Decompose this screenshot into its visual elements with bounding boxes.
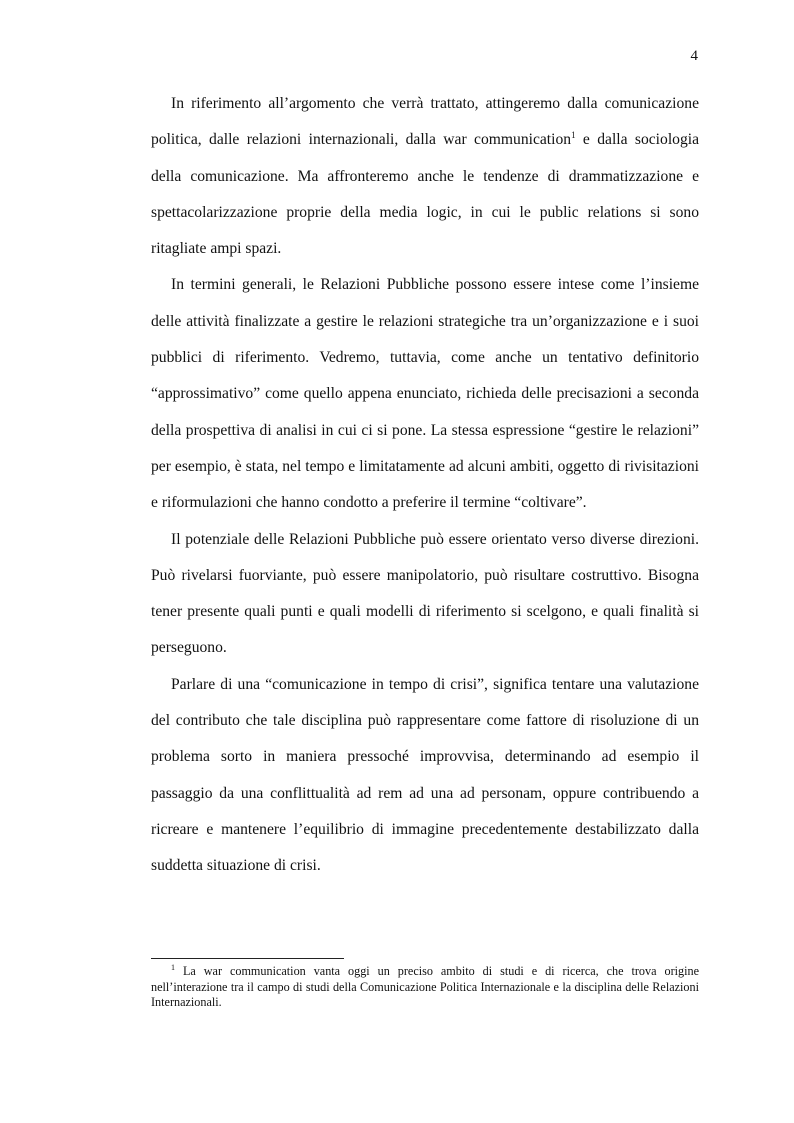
footnote-reference: 1 (571, 130, 576, 141)
paragraph-1-text-before-ref: In riferimento all’argomento che verrà trattato, attingeremo dalla comunicazione politica, dalle relazioni internazionali, dalla war communication (151, 95, 699, 149)
paragraph-1-text-after-ref: e dalla sociologia della comunicazione. Ma affronteremo anche le tendenze di drammatizzazione e spettacolarizzazione proprie della media logic, in cui le public relations si sono ritagliate ampi spazi. (151, 131, 699, 258)
paragraph-4: Parlare di una “comunicazione in tempo di crisi”, significa tentare una valutazione del contributo che tale disciplina può rappresentare come fattore di risoluzione di un problema sorto in maniera pressoché improvvisa, determinando ad esempio il passaggio da una conflittualità ad rem ad una ad personam, oppure contribuendo a ricreare e mantenere l’equilibrio di immagine precedentemente destabilizzato dalla suddetta situazione di crisi. (151, 675, 699, 875)
footnote-separator (151, 958, 344, 959)
footnote-marker: 1 (171, 962, 175, 972)
paragraph-1 (151, 86, 699, 267)
footnote-1 (151, 964, 699, 1011)
footnote-text: La war communication vanta oggi un preciso ambito di studi e di ricerca, che trova origine nell’interazione tra il campo di studi della Comunicazione Politica Internazionale e la disciplina delle Relazioni Internazionali. (151, 964, 699, 1010)
body-text (151, 86, 699, 885)
page-number: 4 (690, 48, 698, 64)
paragraph-3: Il potenziale delle Relazioni Pubbliche può essere orientato verso diverse direzioni. Può rivelarsi fuorviante, può essere manipolatorio, può risultare costruttivo. Bisogna tener presente quali punti e quali modelli di riferimento si scelgono, e quali finalità si perseguono. (151, 530, 699, 657)
footnote (151, 964, 699, 1011)
paragraph-2: In termini generali, le Relazioni Pubbliche possono essere intese come l’insieme delle attività finalizzate a gestire le relazioni strategiche tra un’organizzazione e i suoi pubblici di riferimento. Vedremo, tuttavia, come anche un tentativo definitorio “approssimativo” come quello appena enunciato, richieda delle precisazioni a seconda della prospettiva di analisi in cui ci si pone. La stessa espressione “gestire le relazioni” per esempio, è stata, nel tempo e limitatamente ad alcuni ambiti, oggetto di rivisitazioni e riformulazioni che hanno condotto a preferire il termine “coltivare”. (151, 276, 699, 512)
